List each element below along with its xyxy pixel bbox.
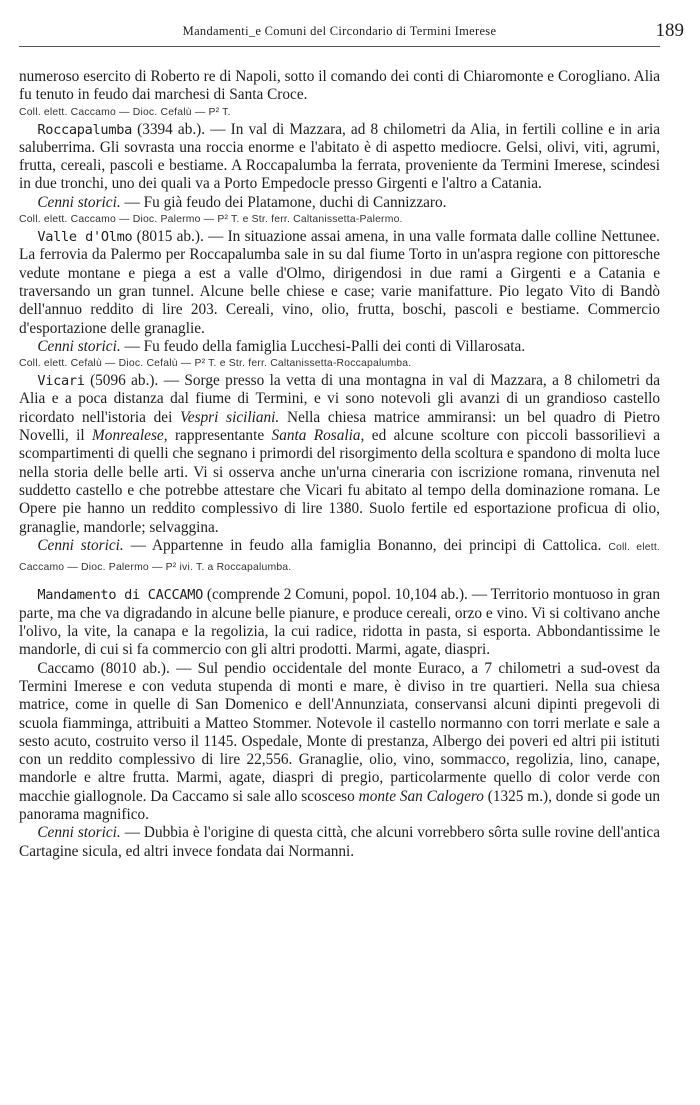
page-number: 189 (655, 20, 684, 41)
italic-text: Vespri siciliani. (180, 408, 280, 426)
entry-name: Roccapalumba (37, 121, 132, 138)
mandamento-caccamo (19, 586, 660, 659)
cenni-text: — Appartenne in feudo alla famiglia Bonanno, dei principi di Cattolica. (130, 536, 602, 554)
entry-name: Mandamento di CACCAMO (37, 587, 203, 604)
entry-caccamo (19, 660, 660, 825)
reference-line-vicari: Coll. elett. Caccamo — Dioc. Palermo — P² ivi. T. a Roccapalumba. (19, 541, 660, 574)
entry-text: (8010 ab.). — Sul pendio occidentale del monte Euraco, a 7 chilometri a sud-ovest da Termini Imerese e con veduta stupenda di monti e mare, è diviso in tre quartieri. Nella sua chiesa matrice, come in quelle di San Domenico e dell'Annunziata, conservansi alcuni dipinti pregevoli di scuola fiamminga, attribuiti a Matteo Stommer. Notevole il castello normanno con torri merlate e sale a sesto acuto, costruito verso il 1145. Ospedale, Monte di prestanza, Albergo dei poveri ed altri pii istituti con un reddito complessivo di lire 22,556. Granaglie, olio, vino, sommacco, regolizia, lino, canape, mandorle e altre frutta. Marmi, agate, diaspri di pregio, particolarmente quello di color verde con macchie giallognole. Da Caccamo si sale allo scosceso (19, 659, 660, 805)
entry-valle-d-olmo (19, 228, 660, 338)
cenni-text: — Fu feudo della famiglia Lucchesi-Palli dei conti di Villarosata. (124, 337, 526, 355)
cenni-label: Cenni storici. (37, 193, 121, 211)
entry-text: (8015 ab.). — In situazione assai amena, in una valle formata dalle colline Nettunee. La ferrovia da Palermo per Roccapalumba sale in su dal fiume Torto in un'aspra regione con pittoresche vedute montane e piega a est a valle d'Olmo, dirigendosi in due rami a Girgenti e a Catania e traversando un gran tunnel. Alcune belle chiese e case; varie manifatture. Pio legato Vito di Bandò dell'annuo reddito di lire 203. Cereali, vino, olio, frutta, boschi, pascoli e bestiame. Commercio d'esportazione delle granaglie. (19, 228, 661, 337)
italic-text: Monrealese, (92, 427, 168, 445)
entry-vicari (19, 372, 660, 537)
page-body (19, 68, 660, 861)
entry-text: (5096 ab.). — Sorge presso la vetta di una montagna in val di Mazzara, a 8 chilometri da Alia e a poca distanza dal fiume di Termini, e vi sono notevoli gli avanzi di un grandioso castello ricordato nell'istoria dei (19, 372, 660, 426)
cenni-label: Cenni storici. (37, 337, 121, 355)
paragraph-alia-continued: numeroso esercito di Roberto re di Napoli, sotto il comando dei conti di Chiaromonte e Corogliano. Alia fu tenuto in feudo dai marchesi di Santa Croce. (19, 68, 660, 104)
cenni-text: — Dubbia è l'origine di questa città, che alcuni vorrebbero sôrta sulle rovine dell'antica Cartagine sicula, ed altri invece fondata dai Normanni. (19, 824, 660, 860)
entry-text: Nella chiesa matrice ammiransi: un bel quadro di Pietro Novelli, il (19, 408, 661, 445)
reference-line-roccapalumba: Coll. elett. Caccamo — Dioc. Palermo — P² T. e Str. ferr. Caltanissetta-Palermo. (19, 214, 403, 226)
running-header (19, 20, 684, 47)
cenni-label: Cenni storici. (37, 824, 121, 842)
entry-name: Valle d'Olmo (37, 229, 133, 246)
entry-text: (comprende 2 Comuni, popol. 10,104 ab.). — Territorio montuoso in gran parte, ma che va digradando in alcune belle pianure, e produce cereali, orzo e vino. Vi si coltivano anche l'olivo, la vite, la canapa e la regolizia, la cui radice, ridotta in pasta, si esporta. Abbondantissime le mandorle, di cui si fa commercio con gli altri prodotti. Marmi, agate, diaspri. (19, 586, 660, 659)
entry-name: Vicari (37, 373, 85, 390)
entry-text: (3394 ab.). — In val di Mazzara, ad 8 chilometri da Alia, in fertili colline e in aria saluberrima. Gli sovrasta una roccia enorme e l'abitato è di aspetto mediocre. Gelsi, olivi, viti, agrumi, frutta, cereali, pascoli e bestiame. A Roccapalumba la ferrata, proveniente da Termini Imerese, scindesi in due tronchi, uno dei quali va a Porto Empedocle presso Girgenti e l'altro a Catania. (19, 120, 660, 193)
reference-line-alia: Coll. elett. Caccamo — Dioc. Cefalù — P² T. (19, 106, 231, 118)
entry-name: Caccamo (37, 659, 95, 677)
entry-text: (1325 m.), donde si gode un panorama magnifico. (19, 787, 660, 823)
cenni-vicari (19, 537, 660, 578)
running-title: Mandamenti_e Comuni del Circondario di Termini Imerese (182, 24, 497, 38)
cenni-roccapalumba (19, 194, 660, 212)
italic-text: Santa Rosalia, (271, 427, 365, 445)
cenni-valle-d-olmo (19, 338, 660, 356)
reference-line-valle-d-olmo: Coll. elett. Cefalù — Dioc. Cefalù — P² T. e Str. ferr. Caltanissetta-Roccapalumba. (19, 358, 412, 370)
entry-text: ed alcune scolture con piccoli bassorilievi a scompartimenti di quelli che segnano i primordi del risorgimento della scoltura e spandono di molta luce nella storia delle belle arti. Vi si osserva anche un'urna cineraria con iscrizione romana, rinvenuta nel suddetto castello e che potrebbe attestare che Vicari fu abitato al tempo della dominazione romana. Le Opere pie hanno un reddito complessivo di lire 1380. Suolo fertile ed esportazione proficua di olio, granaglie, mandorle; selvaggina. (19, 427, 661, 536)
entry-text: rappresentante (174, 427, 265, 445)
cenni-caccamo (19, 824, 660, 861)
entry-roccapalumba (19, 121, 660, 194)
italic-text: monte San Calogero (358, 787, 484, 805)
cenni-label: Cenni storici. (37, 536, 124, 554)
cenni-text: — Fu già feudo dei Platamone, duchi di Cannizzaro. (124, 193, 447, 211)
